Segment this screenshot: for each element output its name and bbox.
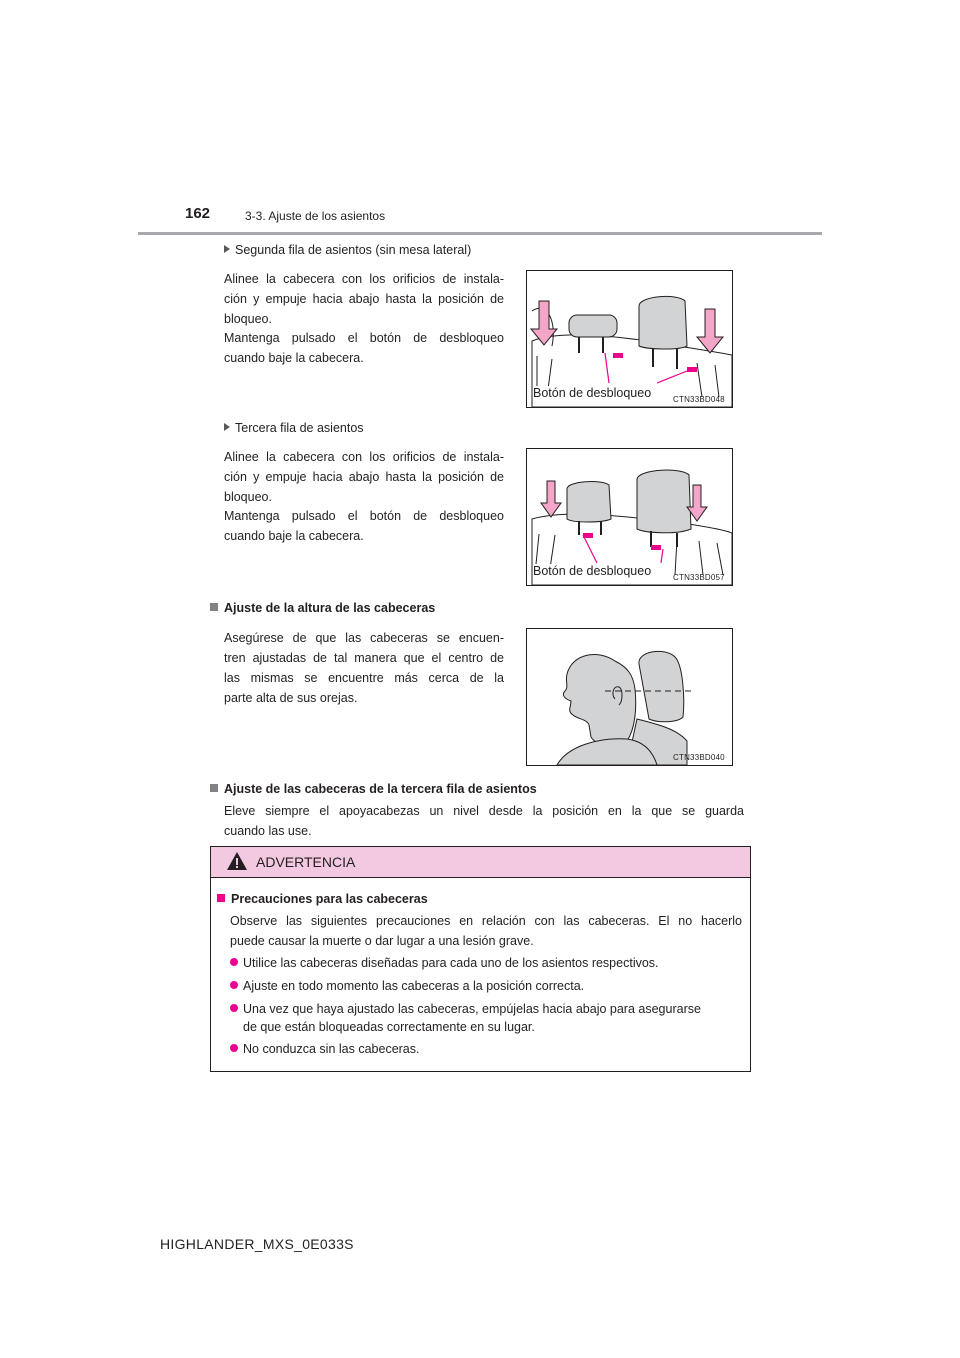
- text-line: Alinee la cabecera con los orificios de instala-: [224, 272, 504, 286]
- bullet-text: Una vez que haya ajustado las cabeceras, empújelas hacia abajo para asegurarse: [243, 1002, 701, 1016]
- text-line: cuando las use.: [224, 824, 312, 838]
- figure-third-row-headrest: [526, 448, 733, 586]
- warning-box: [210, 846, 751, 1072]
- triangle-bullet-icon: [224, 245, 230, 253]
- text-line: Eleve siempre el apoyacabezas un nivel desde la posición en la que se guarda: [224, 804, 744, 818]
- figure-label: Botón de desbloqueo: [533, 386, 652, 400]
- text-line: cuando baje la cabecera.: [224, 351, 364, 365]
- bullet-text: Utilice las cabeceras diseñadas para cada uno de los asientos respectivos.: [243, 956, 659, 970]
- section-title: 3-3. Ajuste de los asientos: [245, 209, 386, 223]
- page-number: 162: [185, 205, 211, 222]
- text-line: tren ajustadas de tal manera que el centro de: [224, 651, 504, 665]
- paragraph: [224, 801, 744, 841]
- footer-model-code: HIGHLANDER_MXS_0E033S: [160, 1236, 354, 1252]
- figure-code: CTN33BD048: [673, 395, 725, 404]
- figure-second-row-headrest: [526, 270, 733, 408]
- square-bullet-icon: [210, 784, 218, 792]
- section-heading: [210, 601, 435, 615]
- bullet-dot-icon: [230, 1004, 238, 1012]
- heading-text: Precauciones para las cabeceras: [231, 892, 428, 906]
- paragraph: [224, 447, 504, 507]
- heading-text: Ajuste de las cabeceras de la tercera fila de asientos: [224, 782, 537, 796]
- header-rule: [138, 232, 822, 235]
- warning-bullet: [230, 999, 735, 1019]
- figure-headrest-height: [526, 628, 733, 766]
- text-line: Alinee la cabecera con los orificios de instala-: [224, 450, 504, 464]
- bullet-dot-icon: [230, 1044, 238, 1052]
- text-line: ción y empuje hacia abajo hasta la posición de: [224, 292, 504, 306]
- subhead-third-row: [224, 421, 364, 435]
- warning-title: ADVERTENCIA: [256, 854, 356, 870]
- section-heading: [210, 782, 537, 796]
- text-line: parte alta de sus orejas.: [224, 691, 358, 705]
- triangle-bullet-icon: [224, 423, 230, 431]
- warning-header: [211, 847, 750, 878]
- warning-bullet-continuation: de que están bloqueadas correctamente en su lugar.: [243, 1020, 535, 1034]
- text-line: Asegúrese de que las cabeceras se encuen-: [224, 631, 504, 645]
- paragraph: [224, 506, 504, 546]
- text-line: bloqueo.: [224, 312, 272, 326]
- warning-heading: [217, 892, 428, 906]
- heading-text: Ajuste de la altura de las cabeceras: [224, 601, 436, 615]
- text-line: Mantenga pulsado el botón de desbloqueo: [224, 331, 504, 345]
- warning-bullet: [230, 1039, 735, 1059]
- warning-intro: [230, 911, 742, 951]
- paragraph: [224, 628, 504, 708]
- head-and-headrest-illustration: [527, 629, 732, 765]
- subhead-text: Segunda fila de asientos (sin mesa lateral): [235, 243, 472, 257]
- text-line: Observe las siguientes precauciones en relación con las cabeceras. El no hacerlo: [230, 914, 742, 928]
- bullet-text: No conduzca sin las cabeceras.: [243, 1042, 420, 1056]
- paragraph: [224, 328, 504, 368]
- square-bullet-icon: [217, 894, 225, 902]
- figure-code: CTN33BD040: [673, 753, 725, 762]
- text-line: puede causar la muerte o dar lugar a una lesión grave.: [230, 934, 534, 948]
- paragraph: [224, 269, 504, 329]
- text-line: las mismas se encuentre más cerca de la: [224, 671, 504, 685]
- bullet-text: Ajuste en todo momento las cabeceras a la posición correcta.: [243, 979, 585, 993]
- square-bullet-icon: [210, 603, 218, 611]
- bullet-dot-icon: [230, 958, 238, 966]
- bullet-dot-icon: [230, 981, 238, 989]
- figure-code: CTN33BD057: [673, 573, 725, 582]
- warning-triangle-icon: [226, 851, 248, 871]
- warning-bullet: [230, 953, 735, 973]
- text-line: cuando baje la cabecera.: [224, 529, 364, 543]
- subhead-text: Tercera fila de asientos: [235, 421, 364, 435]
- text-line: bloqueo.: [224, 490, 272, 504]
- warning-bullet: [230, 976, 735, 996]
- subhead-second-row: [224, 243, 471, 257]
- text-line: Mantenga pulsado el botón de desbloqueo: [224, 509, 504, 523]
- text-line: ción y empuje hacia abajo hasta la posición de: [224, 470, 504, 484]
- figure-label: Botón de desbloqueo: [533, 564, 652, 578]
